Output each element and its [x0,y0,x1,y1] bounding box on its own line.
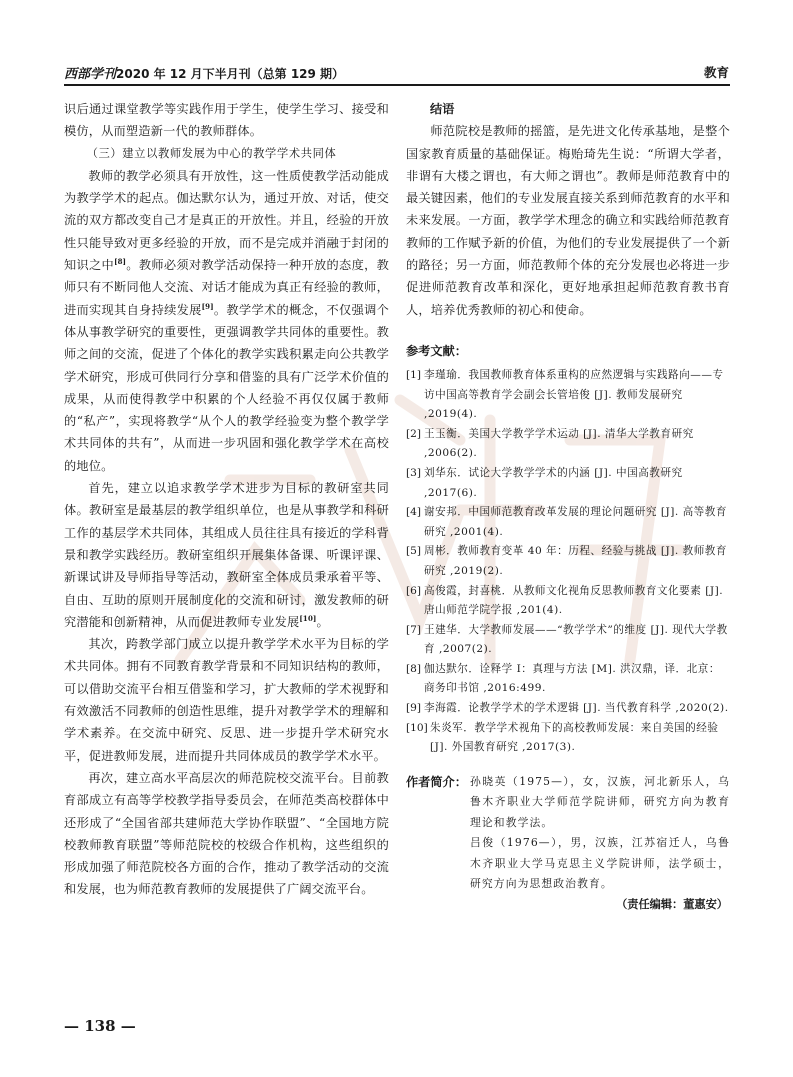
reference-text: 刘华东．试论大学教学学术的内涵 [J]. 中国高教研究 ,2017(6). [424,466,683,499]
author-bio-1: 孙晓英（1975—），女，汉族，河北新乐人，乌鲁木齐职业大学师范学院讲师，研究方向为教育理论和教学法。 [470,774,730,829]
reference-number: [2] [406,427,422,440]
reference-item [406,425,730,464]
reference-item [406,719,730,758]
left-column [64,98,389,901]
reference-text: 朱炎军．教学学术视角下的高校教师发展：来自美国的经验 [J]. 外国教育研究 ,2017(3). [430,721,719,754]
conclusion-paragraph: 师范院校是教师的摇篮，是先进文化传承基地，是整个国家教育质量的基础保证。梅贻琦先生说：“所谓大学者，非谓有大楼之谓也，有大师之谓也”。教师是师范教育中的最关键因素，他们的专业发展直接关系到师范教育的水平和未来发展。一方面，教学学术理念的确立和实践给师范教育教师的工作赋予新的价值，为他们的专业发展提供了一个新的路径；另一方面，师范教师个体的充分发展也必将进一步促进师范教育改革和深化，更好地承担起师范教育教书育人，培养优秀教师的初心和使命。 [406,124,730,317]
reference-number: [3] [406,466,422,479]
reference-number: [6] [406,584,422,597]
reference-item [406,621,730,660]
journal-logo: 西部学刊 [64,67,117,82]
journal-header [64,63,344,82]
reference-item [406,582,730,621]
paragraph-first [64,477,389,633]
reference-item [406,660,730,699]
reference-item [406,542,730,581]
reference-item [406,699,730,719]
reference-text: 李瑾瑜．我国教师教育体系重构的应然逻辑与实践路向——专访中国高等教育学会副会长管培俊 [J]. 教师发展研究 ,2019(4). [424,368,724,421]
text: 。 [316,614,329,629]
author-label: 作者简介： [406,774,467,789]
reference-text: 王建华．大学教师发展——“教学学术”的维度 [J]. 现代大学教育 ,2007(2). [424,623,728,656]
reference-text: 王玉衡．美国大学教学学术运动 [J]. 清华大学教育研究 ,2006(2). [424,427,694,460]
header-divider [64,84,730,86]
reference-text: 高俊霞，封喜桃．从教师文化视角反思教师教育文化要素 [J]. 唐山师范学院学报 ,201(4). [424,584,724,617]
right-column [406,98,730,915]
citation: [10] [299,613,317,623]
text: 。教师必须对教学活动保持一种开放的态度，教师只有不断同他人交流、对话才能成为真正有经验的教师，进而实现其自身持续发展 [64,258,389,317]
references-heading: 参考文献： [406,343,467,358]
author-info [406,772,730,895]
paragraph-continuation: 识后通过课堂教学等实践作用于学生，使学生学习、接受和模仿，从而塑造新一代的教师群体。 [64,102,389,139]
paragraph-second: 其次，跨教学部门成立以提升教学学术水平为目标的学术共同体。拥有不同教育教学背景和不同知识结构的教师，可以借助交流平台相互借鉴和学习，扩大教师的学术视野和有效激活不同教师的创造性思维，提升对教学学术的理解和学术素养。在交流中研究、反思、进一步提升学术研究水平，促进教师发展，进而提升共同体成员的教学学术水平。 [64,637,389,763]
author-bio-2: 吕俊（1976—），男，汉族，江苏宿迁人，乌鲁木齐职业大学马克思主义学院讲师，法学硕士，研究方向为思想政治教育。 [470,836,730,891]
reference-item [406,366,730,425]
section-subheading: （三）建立以教师发展为中心的教学学术共同体 [86,146,337,160]
responsible-editor: （责任编辑：董惠安） [616,897,728,911]
reference-number: [1] [406,368,422,381]
conclusion-heading: 结语 [430,102,455,116]
reference-number: [7] [406,623,422,636]
text: 首先，建立以追求教学学术进步为目标的教研室共同体。教研室是最基层的教学组织单位，也是从事教学和科研工作的基层学术共同体，其组成人员往往具有接近的学科背景和教学实践经历。教研室组织开展集体备课、听课评课、新课试讲及导师指导等活动，教研室全体成员秉承着平等、自由、互助的原则开展制度化的交流和研讨，激发教师的研究潜能和创新精神，从而促进教师专业发展 [64,481,389,629]
section-label: 教育 [703,65,729,80]
citation: [9] [201,301,214,311]
text: 教师的教学必须具有开放性，这一性质使教学活动能成为教学学术的起点。伽达默尔认为，通过开放、对话，使交流的双方都改变自己才是真正的开放性。并且，经验的开放性只能导致对更多经验的开放，而不是完成并消融于封闭的知识之中 [64,168,389,273]
reference-text: 李海霞．论教学学术的学术逻辑 [J]. 当代教育科学 ,2020(2). [424,702,729,715]
reference-number: [10] [406,721,428,734]
reference-number: [8] [406,662,422,675]
reference-text: 周彬．教师教育变革 40 年：历程、经验与挑战 [J]. 教师教育研究 ,2019(2). [424,545,727,577]
page-number: — 138 — [64,1017,136,1035]
reference-text: 伽达默尔．诠释学 I：真理与方法 [M]. 洪汉鼎，译．北京：商务印书馆 ,2016:499. [424,662,720,695]
reference-text: 谢安邦．中国师范教育改革发展的理论问题研究 [J]. 高等教育研究 ,2001(4). [424,506,727,538]
reference-number: [5] [406,545,422,558]
reference-number: [9] [406,702,422,715]
reference-number: [4] [406,506,422,519]
reference-item [406,503,730,542]
reference-list [406,366,730,758]
issue-info: 2020 年 12 月下半月刊（总第 129 期） [116,67,345,81]
reference-item [406,464,730,503]
running-header [64,62,729,82]
text: 。教学学术的概念，不仅强调个体从事教学研究的重要性，更强调教学共同体的重要性。教师之间的交流，促进了个体化的教学实践积累走向公共教学学术研究，形成可供同行分享和借鉴的具有广泛学术价值的成果，从而使得教学中积累的个人经验不再仅仅属于教师的“私产”，实现将教学“从个人的教学经验变为整个教学学术共同体的共有”，从而进一步巩固和强化教学学术在高校的地位。 [64,302,389,473]
citation: [8] [114,257,127,267]
paragraph-third: 再次，建立高水平高层次的师范院校交流平台。目前教育部成立有高等学校教学指导委员会，在师范类高校群体中还形成了“全国省部共建师范大学协作联盟”、“全国地方院校教师教育联盟”等师范院校的校级合作机构，这些组织的形成加强了师范院校各方面的合作，推动了教学活动的交流和发展，也为师范教育教师的发展提供了广阔交流平台。 [64,770,389,897]
paragraph-openness [64,165,389,477]
